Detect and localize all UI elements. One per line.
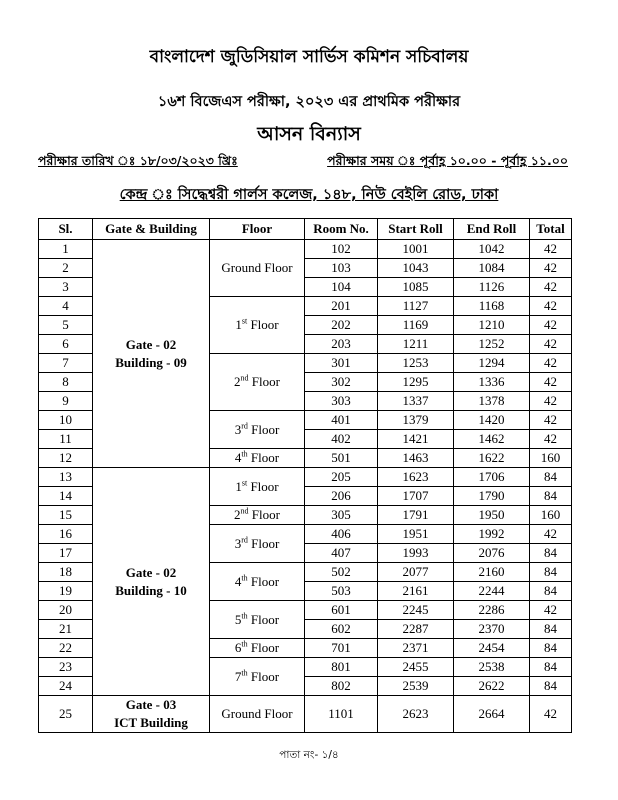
- building-label: Building - 09: [115, 354, 187, 370]
- sl-cell: 4: [39, 297, 93, 316]
- total-cell: 42: [530, 525, 572, 544]
- total-cell: 42: [530, 316, 572, 335]
- end-cell: 1790: [454, 487, 530, 506]
- start-cell: 2077: [378, 563, 454, 582]
- end-cell: 1378: [454, 392, 530, 411]
- room-cell: 1101: [305, 696, 378, 733]
- room-cell: 402: [305, 430, 378, 449]
- gate-label: Gate - 02: [125, 336, 177, 352]
- sl-cell: 5: [39, 316, 93, 335]
- exam-center: কেন্দ্র ঃ সিদ্ধেশ্বরী গার্লস কলেজ, ১৪৮, নিউ বেইলি রোড, ঢাকা: [119, 187, 499, 203]
- floor-ordinal: st: [241, 478, 248, 488]
- floor-number: 3: [234, 535, 242, 551]
- end-cell: 1622: [454, 449, 530, 468]
- room-cell: 301: [305, 354, 378, 373]
- sl-cell: 11: [39, 430, 93, 449]
- start-cell: 1253: [378, 354, 454, 373]
- floor-number: 4: [234, 573, 242, 589]
- floor-cell: [210, 601, 305, 639]
- sl-cell: 22: [39, 639, 93, 658]
- floor-cell: [210, 639, 305, 658]
- start-cell: 2623: [378, 696, 454, 733]
- sl-cell: 2: [39, 259, 93, 278]
- end-cell: 1950: [454, 506, 530, 525]
- exam-time: পরীক্ষার সময় ঃ পূর্বাহ্ণ ১০.০০ - পূর্বাহ্ণ ১১.০০: [327, 153, 568, 168]
- end-cell: 1420: [454, 411, 530, 430]
- column-header: Start Roll: [378, 219, 454, 240]
- room-cell: 802: [305, 677, 378, 696]
- room-cell: 601: [305, 601, 378, 620]
- room-cell: 701: [305, 639, 378, 658]
- floor-cell: [210, 468, 305, 506]
- floor-ordinal: nd: [240, 373, 249, 383]
- column-header: Gate & Building: [93, 219, 210, 240]
- sl-cell: 12: [39, 449, 93, 468]
- room-cell: 206: [305, 487, 378, 506]
- table-header-row: [39, 219, 572, 240]
- floor-label: Floor: [247, 478, 279, 494]
- exam-date: পরীক্ষার তারিখ ঃ ১৮/০৩/২০২৩ খ্রিঃ: [38, 153, 238, 168]
- room-cell: 201: [305, 297, 378, 316]
- room-cell: 501: [305, 449, 378, 468]
- floor-number: 2: [234, 507, 241, 522]
- seat-plan-table: [38, 218, 572, 733]
- floor-number: 1: [235, 478, 242, 494]
- gate-label: Gate - 02: [125, 564, 177, 580]
- column-header: Sl.: [39, 219, 93, 240]
- end-cell: 1294: [454, 354, 530, 373]
- sl-cell: 17: [39, 544, 93, 563]
- room-cell: 205: [305, 468, 378, 487]
- sl-cell: 18: [39, 563, 93, 582]
- end-cell: 1336: [454, 373, 530, 392]
- gate-label: Gate - 03: [125, 697, 177, 712]
- floor-cell: [210, 411, 305, 449]
- end-cell: 1126: [454, 278, 530, 297]
- floor-label: Floor: [247, 535, 280, 551]
- floor-ordinal: th: [241, 668, 248, 678]
- floor-number: 1: [235, 317, 242, 332]
- start-cell: 1211: [378, 335, 454, 354]
- total-cell: 84: [530, 620, 572, 639]
- table-row: [39, 240, 572, 259]
- room-cell: 104: [305, 278, 378, 297]
- total-cell: 42: [530, 696, 572, 733]
- room-cell: 103: [305, 259, 378, 278]
- total-cell: 42: [530, 278, 572, 297]
- end-cell: 1462: [454, 430, 530, 449]
- sl-cell: 15: [39, 506, 93, 525]
- start-cell: 2539: [378, 677, 454, 696]
- room-cell: 303: [305, 392, 378, 411]
- total-cell: 84: [530, 563, 572, 582]
- total-cell: 42: [530, 373, 572, 392]
- floor-label: Ground Floor: [221, 260, 293, 275]
- start-cell: 2455: [378, 658, 454, 677]
- floor-cell: [210, 658, 305, 696]
- room-cell: 202: [305, 316, 378, 335]
- end-cell: 1706: [454, 468, 530, 487]
- start-cell: 1085: [378, 278, 454, 297]
- room-cell: 602: [305, 620, 378, 639]
- floor-label: Floor: [247, 611, 280, 627]
- floor-label: Floor: [247, 450, 280, 465]
- floor-number: 3: [234, 421, 242, 437]
- floor-label: Floor: [248, 374, 280, 389]
- floor-cell: [210, 506, 305, 525]
- floor-ordinal: th: [241, 573, 248, 583]
- floor-cell: [210, 354, 305, 411]
- start-cell: 1169: [378, 316, 454, 335]
- floor-label: Floor: [247, 573, 280, 589]
- column-header: End Roll: [454, 219, 530, 240]
- sl-cell: 13: [39, 468, 93, 487]
- floor-number: 2: [234, 374, 241, 389]
- floor-cell: [210, 449, 305, 468]
- start-cell: 1463: [378, 449, 454, 468]
- room-cell: 502: [305, 563, 378, 582]
- total-cell: 42: [530, 335, 572, 354]
- building-label: ICT Building: [114, 715, 188, 730]
- floor-ordinal: rd: [241, 535, 248, 545]
- end-cell: 2538: [454, 658, 530, 677]
- organization-title: বাংলাদেশ জুডিসিয়াল সার্ভিস কমিশন সচিবালয়: [149, 47, 469, 67]
- floor-cell: [210, 696, 305, 733]
- sl-cell: 19: [39, 582, 93, 601]
- floor-cell: [210, 297, 305, 354]
- floor-label: Floor: [247, 640, 280, 655]
- floor-label: Floor: [248, 507, 280, 522]
- gate-building-cell: [93, 240, 210, 468]
- sl-cell: 8: [39, 373, 93, 392]
- total-cell: 42: [530, 411, 572, 430]
- table-row: [39, 468, 572, 487]
- sl-cell: 1: [39, 240, 93, 259]
- floor-ordinal: nd: [240, 506, 249, 516]
- total-cell: 84: [530, 468, 572, 487]
- sl-cell: 16: [39, 525, 93, 544]
- start-cell: 1337: [378, 392, 454, 411]
- sl-cell: 23: [39, 658, 93, 677]
- end-cell: 2454: [454, 639, 530, 658]
- total-cell: 42: [530, 259, 572, 278]
- start-cell: 1791: [378, 506, 454, 525]
- floor-ordinal: st: [241, 316, 248, 326]
- room-cell: 302: [305, 373, 378, 392]
- room-cell: 406: [305, 525, 378, 544]
- end-cell: 2664: [454, 696, 530, 733]
- floor-label: Ground Floor: [221, 706, 293, 721]
- start-cell: 1993: [378, 544, 454, 563]
- start-cell: 1001: [378, 240, 454, 259]
- gate-building-cell: [93, 696, 210, 733]
- sl-cell: 21: [39, 620, 93, 639]
- sl-cell: 10: [39, 411, 93, 430]
- page-title: আসন বিন্যাস: [257, 123, 361, 145]
- exam-title: ১৬শ বিজেএস পরীক্ষা, ২০২৩ এর প্রাথমিক পরীক্ষার: [157, 94, 461, 110]
- end-cell: 1992: [454, 525, 530, 544]
- start-cell: 1951: [378, 525, 454, 544]
- start-cell: 2371: [378, 639, 454, 658]
- start-cell: 1623: [378, 468, 454, 487]
- start-cell: 1707: [378, 487, 454, 506]
- floor-cell: [210, 525, 305, 563]
- floor-cell: [210, 240, 305, 297]
- total-cell: 42: [530, 240, 572, 259]
- floor-number: 5: [234, 611, 242, 627]
- total-cell: 160: [530, 449, 572, 468]
- start-cell: 1379: [378, 411, 454, 430]
- floor-number: 4: [234, 450, 242, 465]
- sl-cell: 6: [39, 335, 93, 354]
- total-cell: 84: [530, 487, 572, 506]
- sl-cell: 7: [39, 354, 93, 373]
- end-cell: 1252: [454, 335, 530, 354]
- floor-label: Floor: [247, 317, 279, 332]
- total-cell: 84: [530, 658, 572, 677]
- column-header: Room No.: [305, 219, 378, 240]
- total-cell: 84: [530, 677, 572, 696]
- total-cell: 42: [530, 601, 572, 620]
- end-cell: 2286: [454, 601, 530, 620]
- page-number: পাতা নং- ১/৪: [279, 749, 339, 761]
- floor-ordinal: th: [241, 639, 248, 649]
- room-cell: 801: [305, 658, 378, 677]
- sl-cell: 14: [39, 487, 93, 506]
- sl-cell: 24: [39, 677, 93, 696]
- start-cell: 2287: [378, 620, 454, 639]
- end-cell: 1168: [454, 297, 530, 316]
- column-header: Floor: [210, 219, 305, 240]
- floor-ordinal: th: [241, 449, 248, 459]
- sl-cell: 25: [39, 696, 93, 733]
- room-cell: 305: [305, 506, 378, 525]
- total-cell: 42: [530, 392, 572, 411]
- column-header: Total: [530, 219, 572, 240]
- total-cell: 84: [530, 639, 572, 658]
- start-cell: 1043: [378, 259, 454, 278]
- floor-ordinal: rd: [241, 421, 248, 431]
- floor-number: 7: [234, 668, 242, 684]
- floor-number: 6: [234, 640, 242, 655]
- end-cell: 1042: [454, 240, 530, 259]
- end-cell: 2160: [454, 563, 530, 582]
- table-row: [39, 696, 572, 733]
- start-cell: 1421: [378, 430, 454, 449]
- total-cell: 42: [530, 297, 572, 316]
- floor-label: Floor: [247, 421, 280, 437]
- end-cell: 1084: [454, 259, 530, 278]
- sl-cell: 20: [39, 601, 93, 620]
- end-cell: 2076: [454, 544, 530, 563]
- building-label: Building - 10: [115, 582, 187, 598]
- total-cell: 42: [530, 430, 572, 449]
- end-cell: 1210: [454, 316, 530, 335]
- room-cell: 102: [305, 240, 378, 259]
- start-cell: 2161: [378, 582, 454, 601]
- end-cell: 2370: [454, 620, 530, 639]
- room-cell: 401: [305, 411, 378, 430]
- room-cell: 203: [305, 335, 378, 354]
- start-cell: 1127: [378, 297, 454, 316]
- total-cell: 160: [530, 506, 572, 525]
- gate-building-cell: [93, 468, 210, 696]
- room-cell: 407: [305, 544, 378, 563]
- end-cell: 2622: [454, 677, 530, 696]
- total-cell: 84: [530, 582, 572, 601]
- start-cell: 1295: [378, 373, 454, 392]
- sl-cell: 9: [39, 392, 93, 411]
- floor-ordinal: th: [241, 611, 248, 621]
- floor-label: Floor: [247, 668, 280, 684]
- total-cell: 42: [530, 354, 572, 373]
- total-cell: 84: [530, 544, 572, 563]
- floor-cell: [210, 563, 305, 601]
- end-cell: 2244: [454, 582, 530, 601]
- room-cell: 503: [305, 582, 378, 601]
- start-cell: 2245: [378, 601, 454, 620]
- sl-cell: 3: [39, 278, 93, 297]
